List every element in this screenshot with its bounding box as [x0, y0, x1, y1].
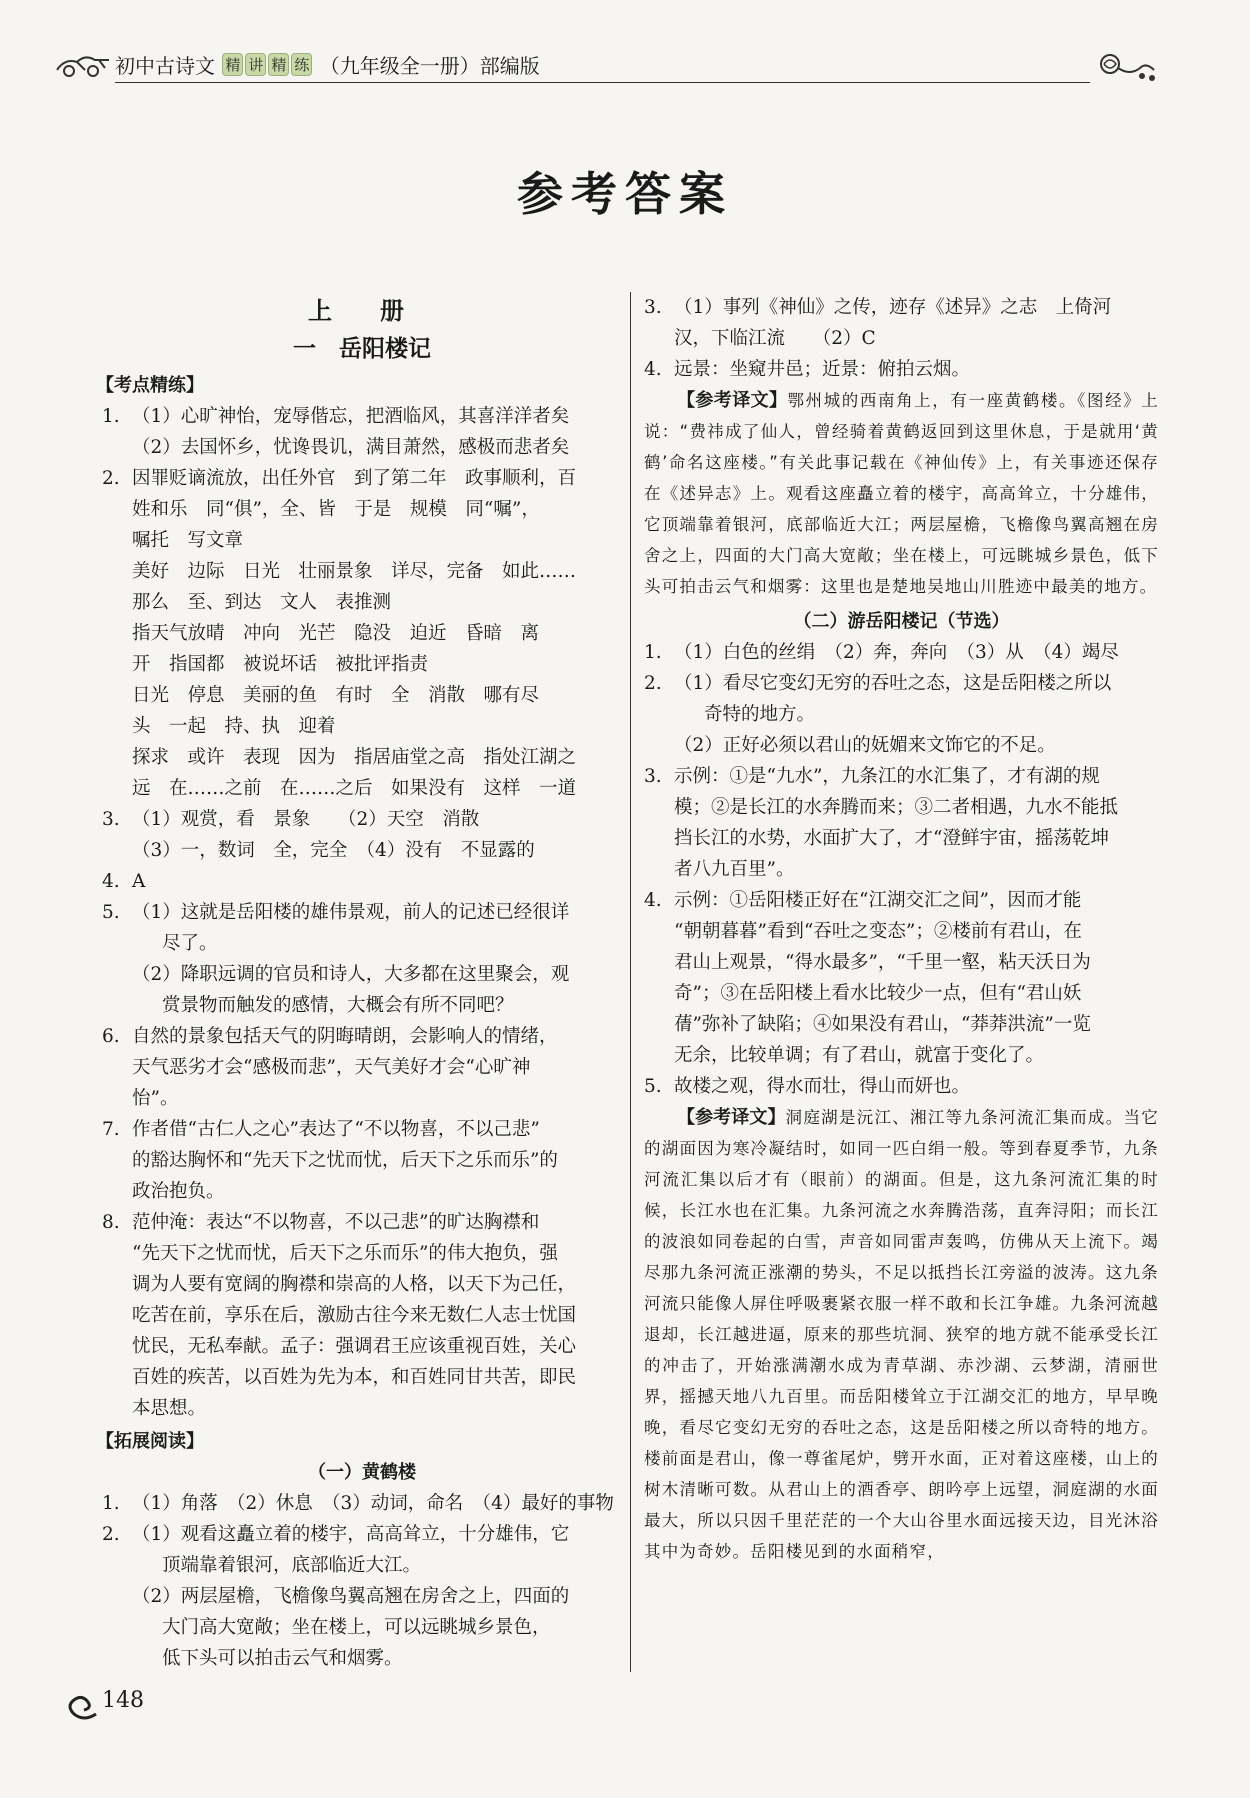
answer-item: 8. 范仲淹：表达“不以物喜，不以己悲”的旷达胸襟和 “先天下之忧而忧，后天下之乐而乐”的伟大抱负，强 调为人要有宽阔的胸襟和崇高的人格，以天下为己任， 吃苦在前，享乐在后，激励古往今来无数仁人志士忧国 忧民，无私奉献。孟子：强调君王应该重视百姓，关心 百姓的疾苦，以百姓为先为本，和百姓同甘共苦，即民 本思想。	[102, 1212, 577, 1419]
reference-translation: 【参考译文】洞庭湖是沅江、湘江等九条河流汇集而成。当它的湖面因为寒冷凝结时，如同一匹白绢一般。等到春夏季节，九条河流汇集以后才有（眼前）的湖面。但是，这九条河流汇集的时候，长江水也在汇集。九条河流之水奔腾浩荡，直奔浔阳；而长江的波浪如同卷起的白雪，声音如同雷声轰鸣，仿佛从天上流下。竭尽那九条河流正涨潮的势头，不足以抵挡长江旁溢的波涛。这九条河流只能像人屏住呼吸裹紧衣服一样不敢和长江争雄。九条河流越退却，长江越进逼，原来的那些坑洞、狭窄的地方就不能承受长江的冲击了，开始涨满潮水成为青草湖、赤沙湖、云梦湖，清丽世界，摇撼天地八九百里。而岳阳楼耸立于江湖交汇的地方，早早晚晚，看尽它变幻无穷的吞吐之态，这是岳阳楼之所以奇特的地方。楼前面是君山，像一尊雀尾炉，劈开水面，正对着这座楼，山上的树木清晰可数。从君山上的酒香亭、朗吟亭上远望，洞庭湖的水面最大，所以只因千里茫茫的一个大山谷里水面远接天边，目光沐浴其中为奇妙。岳阳楼见到的水面稍窄，	[644, 1107, 1159, 1561]
answer-item: 5. （1）这就是岳阳楼的雄伟景观，前人的记述已经很详 尽了。 （2）降职远调的官员和诗人，大多都在这里聚会，观 赏景物而触发的感情，大概会有所不同吧？	[102, 902, 570, 1016]
answer-item: 1. （1）角落 （2）休息 （3）动词，命名 （4）最好的事物	[102, 1493, 614, 1514]
badge-1: 精	[222, 53, 243, 76]
page-number: 148	[70, 1688, 144, 1713]
chapter-title: 一 岳阳楼记	[293, 335, 431, 362]
title-suffix: （九年级全一册）部编版	[319, 54, 540, 78]
page-header	[55, 44, 1160, 84]
reading-title: （一）黄鹤楼	[308, 1462, 416, 1483]
answer-item: 4. 远景：坐窥井邑；近景：俯拍云烟。	[644, 359, 971, 380]
answer-item: 4. 示例：①岳阳楼正好在“江湖交汇之间”，因而才能 “朝朝暮暮”看到“吞吐之变态”；②楼前有君山，在 君山上观景，“得水最多”，“千里一壑，粘天沃日为 奇”；③在岳阳楼上看水比较少一点，但有“君山妖 蒨”弥补了缺陷；④如果没有君山，“莽莽洪流”一览 无余，比较单调；有了君山，就富于变化了。	[644, 890, 1091, 1066]
badge-4: 练	[291, 53, 312, 76]
swirl-icon	[66, 1692, 100, 1722]
answer-item: 1. （1）心旷神怡，宠辱偕忘，把酒临风，其喜洋洋者矣 （2）去国怀乡，忧谗畏讥，满目萧然，感极而悲者矣	[102, 406, 570, 458]
section-heading: 【拓展阅读】	[96, 1431, 204, 1452]
reference-translation: 【参考译文】鄂州城的西南角上，有一座黄鹤楼。《图经》上说：“费祎成了仙人，曾经骑着黄鹤返回到这里休息，于是就用‘黄鹤’命名这座楼。”有关此事记载在《神仙传》上，有关事迹还保存在《述异志》上。观看这座矗立着的楼宇，高高耸立，十分雄伟，它顶端靠着银河，底部临近大江；两层屋檐，飞檐像鸟翼高翘在房舍之上，四面的大门高大宽敞；坐在楼上，可远眺城乡景色，低下头可拍击云气和烟雾：这里也是楚地吴地山川胜迹中最美的地方。	[644, 390, 1160, 596]
answer-item: 5. 故楼之观，得水而壮，得山而妍也。	[644, 1076, 971, 1097]
answer-item: 3. （1）事列《神仙》之传，迹存《述异》之志 上倚河 汉，下临江流 （2）C	[644, 297, 1112, 349]
answer-item: 3. 示例：①是“九水”，九条江的水汇集了，才有湖的规 模；②是长江的水奔腾而来；③二者相遇，九水不能抵 挡长江的水势，水面扩大了，才“澄鲜宇宙，摇荡乾坤 者八九百里”。	[644, 766, 1119, 880]
answer-item: 2. 因罪贬谪流放，出任外官 到了第二年 政事顺利，百 姓和乐 同“俱”，全、皆 于是 规模 同“嘱”， 嘱托 写文章 美好 边际 日光 壮丽景象 详尽，完备 如此…… 那么 至、到达 文人 表推测 指天气放晴 冲向 光芒 隐没 迫近 昏暗 离 开 指国都 被说坏话 被批评指责 日光 停息 美丽的鱼 有时 全 消散 哪有尽 头 一起 持、执 迎着 探求 或许 表现 因为 指居庙堂之高 指处江湖之 远 在……之前 在……之后 如果没有 这样 一道	[102, 468, 577, 799]
reading-title: （二）游岳阳楼记（节选）	[793, 611, 1010, 632]
answer-item: 6. 自然的景象包括天气的阴晦晴朗，会影响人的情绪， 天气恶劣才会“感极而悲”，天气美好才会“心旷神 怡”。	[102, 1026, 558, 1109]
answer-item: 3. （1）观赏，看 景象 （2）天空 消散 （3）一，数词 全，完全 （4）没有 不显露的	[102, 809, 535, 861]
volume-title: 上 册	[308, 296, 416, 325]
answer-item: 4. A	[102, 871, 146, 892]
book-title	[115, 50, 540, 79]
column-divider	[630, 292, 631, 1672]
section-heading: 【考点精练】	[96, 375, 204, 396]
title-prefix: 初中古诗文	[115, 54, 215, 78]
badge-2: 讲	[245, 53, 266, 76]
answer-item: 1. （1）白色的丝绢 （2）奔，奔向 （3）从 （4）竭尽	[644, 642, 1119, 663]
answer-item: 2. （1）看尽它变幻无穷的吞吐之态，这是岳阳楼之所以 奇特的地方。 （2）正好必须以君山的妩媚来文饰它的不足。	[644, 673, 1112, 756]
carriage-ornament-icon	[55, 50, 113, 78]
page-title: 参考答案	[517, 167, 733, 221]
header-rule	[115, 82, 1090, 83]
answer-item: 2. （1）观看这矗立着的楼宇，高高耸立，十分雄伟，它 顶端靠着银河，底部临近大江。 （2）两层屋檐，飞檐像鸟翼高翘在房舍之上，四面的 大门高大宽敞；坐在楼上，可以远眺城乡景色， 低下头可以拍击云气和烟雾。	[102, 1524, 570, 1669]
left-column	[96, 292, 622, 1674]
badge-3: 精	[268, 53, 289, 76]
answer-item: 7. 作者借“古仁人之心”表达了“不以物喜，不以己悲” 的豁达胸怀和“先天下之忧而忧，后天下之乐而乐”的 政治抱负。	[102, 1119, 558, 1202]
right-column	[644, 292, 1159, 1567]
flower-ornament-icon	[1096, 50, 1160, 84]
